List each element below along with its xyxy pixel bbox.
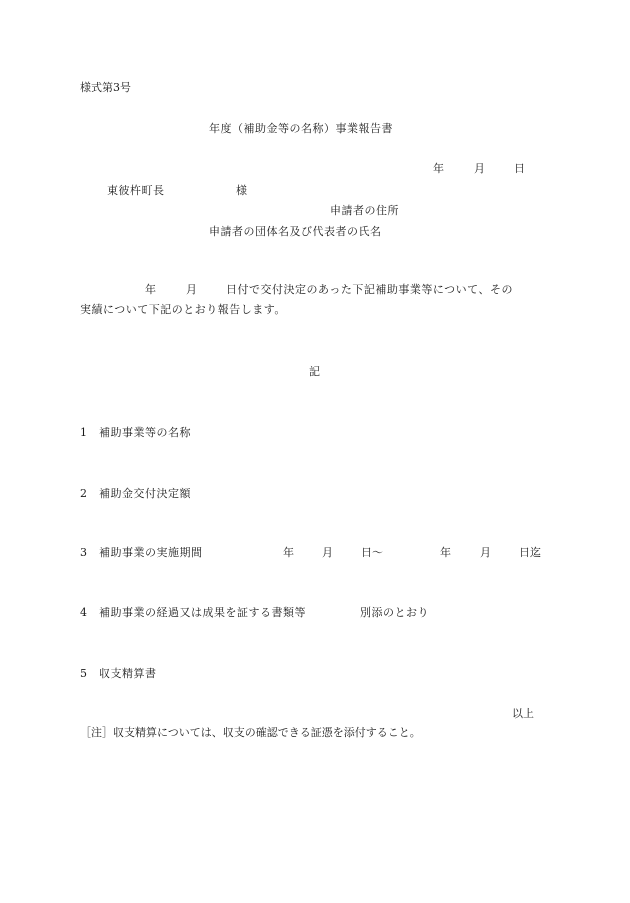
period-start-month: 月 — [322, 546, 333, 559]
item-number: 2 — [80, 487, 87, 500]
item-number: 5 — [80, 667, 87, 680]
item-label: 補助事業等の名称 — [99, 426, 191, 439]
form-number: 様式第3号 — [80, 81, 131, 94]
applicant-address-label: 申請者の住所 — [330, 204, 399, 217]
period-start-year: 年 — [283, 546, 294, 559]
item-4-note: 別添のとおり — [360, 606, 429, 619]
date-year: 年 — [433, 162, 444, 175]
applicant-name-label: 申請者の団体名及び代表者の氏名 — [209, 225, 382, 238]
closing-mark: 以上 — [512, 707, 534, 720]
body-year: 年 — [145, 283, 156, 296]
ki-heading: 記 — [309, 365, 320, 378]
body-month: 月 — [186, 283, 197, 296]
body-line1: 日付で交付決定のあった下記補助事業等について、その — [226, 283, 513, 296]
addressee-name: 東彼杵町長 — [107, 184, 165, 197]
footnote: ［注］収支精算については、収支の確認できる証憑を添付すること。 — [80, 726, 421, 739]
period-end-day: 日迄 — [519, 546, 541, 559]
document-title: 年度（補助金等の名称）事業報告書 — [209, 122, 393, 135]
period-end-month: 月 — [480, 546, 491, 559]
item-number: 3 — [80, 546, 87, 559]
item-number: 1 — [80, 426, 87, 439]
date-day: 日 — [514, 162, 525, 175]
body-line2: 実績について下記のとおり報告します。 — [80, 303, 286, 316]
period-start-day: 日～ — [361, 546, 383, 559]
period-end-year: 年 — [440, 546, 451, 559]
date-month: 月 — [474, 162, 485, 175]
item-label: 補助事業の経過又は成果を証する書類等 — [99, 606, 306, 619]
addressee-honorific: 様 — [236, 184, 247, 197]
item-label: 補助事業の実施期間 — [99, 546, 203, 559]
item-number: 4 — [80, 606, 87, 619]
item-label: 収支精算書 — [99, 667, 157, 680]
item-label: 補助金交付決定額 — [99, 487, 191, 500]
